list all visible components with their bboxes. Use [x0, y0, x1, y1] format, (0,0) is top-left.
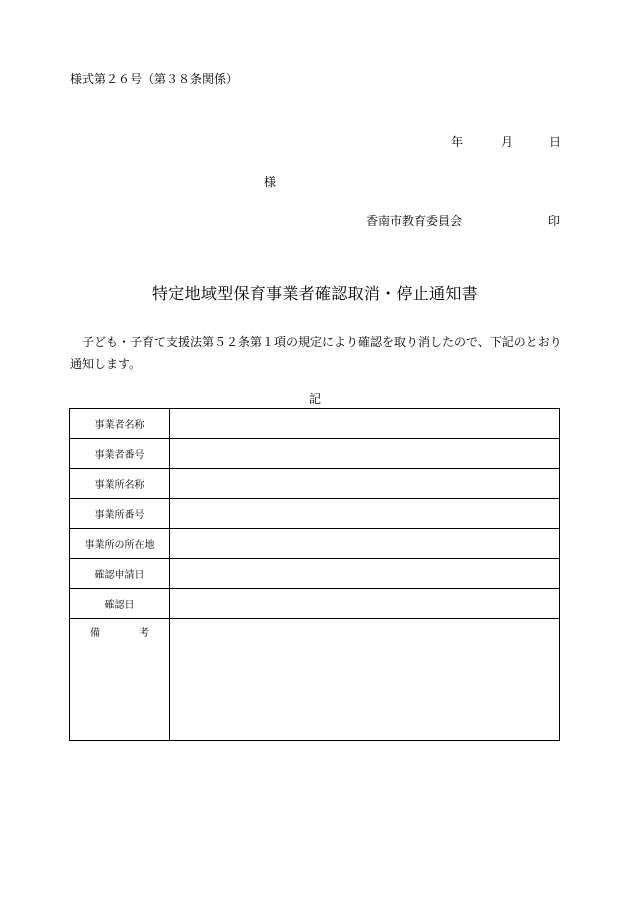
row-label-business-name: 事業者名称: [70, 409, 170, 439]
remarks-label-cell: [70, 619, 170, 741]
date-year-label: 年: [451, 135, 464, 149]
issuer-name: 香南市教育委員会: [366, 214, 463, 228]
row-value-confirmation-date: [170, 589, 560, 619]
addressee-suffix: 様: [264, 175, 277, 189]
remarks-value: [170, 619, 560, 741]
seal-mark: 印: [548, 214, 561, 228]
details-table: [69, 408, 560, 741]
remarks-label-right: 考: [139, 628, 149, 639]
row-value-business-name: [170, 409, 560, 439]
row-label-facility-address: 事業所の所在地: [70, 529, 170, 559]
ki-label: 記: [308, 392, 321, 406]
document-title: 特定地域型保育事業者確認取消・停止通知書: [151, 284, 478, 303]
table-row: [70, 559, 560, 589]
row-value-facility-address: [170, 529, 560, 559]
form-number: 様式第２６号（第３８条関係）: [70, 72, 239, 86]
date-day-label: 日: [549, 135, 562, 149]
body-text: 子ども・子育て支援法第５２条第１項の規定により確認を取り消したので、下記のとおり通知します。: [70, 335, 562, 371]
remarks-label-left: 備: [90, 628, 100, 639]
row-label-confirmation-date: 確認日: [70, 589, 170, 619]
table-row: [70, 409, 560, 439]
row-label-application-date: 確認申請日: [70, 559, 170, 589]
row-value-business-number: [170, 439, 560, 469]
row-value-facility-number: [170, 499, 560, 529]
table-row: [70, 469, 560, 499]
table-row: [70, 589, 560, 619]
row-value-facility-name: [170, 469, 560, 499]
row-label-facility-name: 事業所名称: [70, 469, 170, 499]
table-row: [70, 529, 560, 559]
row-value-application-date: [170, 559, 560, 589]
row-label-business-number: 事業者番号: [70, 439, 170, 469]
date-month-label: 月: [501, 135, 514, 149]
row-label-facility-number: 事業所番号: [70, 499, 170, 529]
table-row: [70, 439, 560, 469]
table-row-remarks: [70, 619, 560, 741]
table-row: [70, 499, 560, 529]
